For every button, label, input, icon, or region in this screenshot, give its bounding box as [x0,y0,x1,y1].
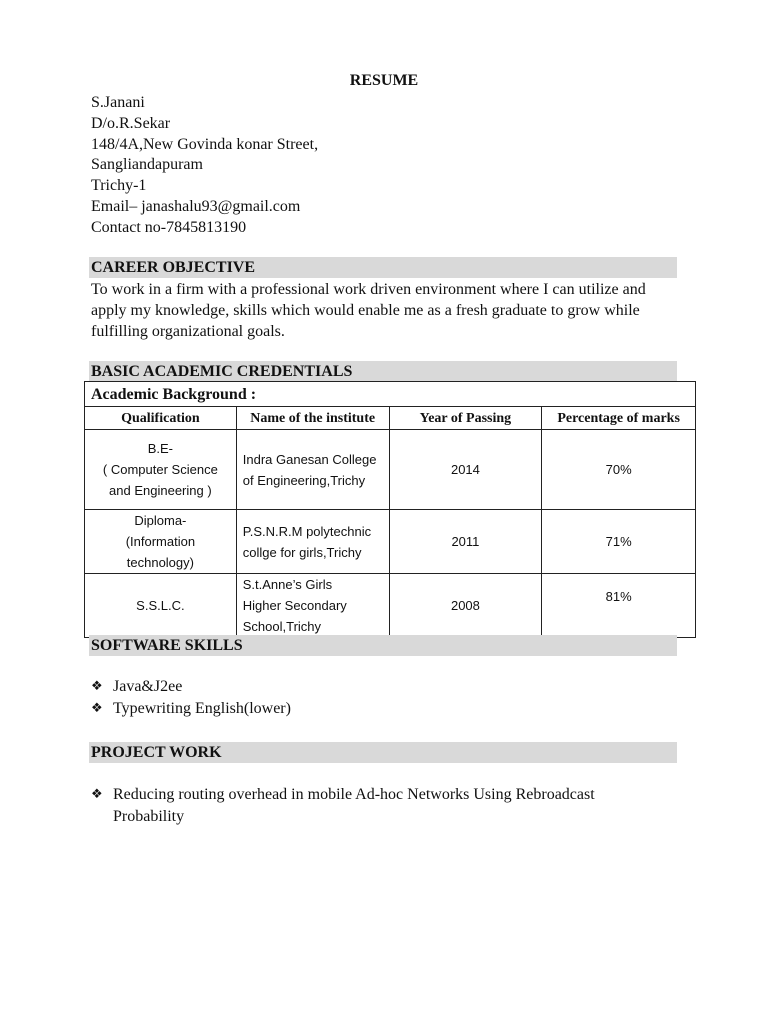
column-header: Year of Passing [389,407,542,430]
column-header: Name of the institute [236,407,389,430]
career-objective-text: To work in a firm with a professional work driven environment where I can utilize and apply my knowledge, skills which would enable me as a fresh graduate to grow while fulfilling organizational goals. [91,281,646,340]
qualification-cell [85,574,237,638]
percentage-cell: 70% [542,430,696,510]
year-cell: 2008 [389,574,542,638]
project-text: Reducing routing overhead in mobile Ad-hoc Networks Using Rebroadcast Probability [113,786,595,825]
table-header-row [85,407,696,430]
qualification-cell [85,430,237,510]
software-skills-list [91,676,291,720]
section-heading-career: CAREER OBJECTIVE [89,257,677,278]
percentage-cell: 71% [542,510,696,574]
institute-line: P.S.N.R.M polytechnic [242,523,372,539]
document-title: RESUME [349,72,419,89]
institute-cell [236,430,389,510]
section-heading-academic: BASIC ACADEMIC CREDENTIALS [89,361,677,382]
institute-cell [236,574,389,638]
table-row [85,510,696,574]
institute-line: Indra Ganesan College [242,451,377,467]
skill-text: Java&J2ee [113,678,183,695]
qualification-line: and Engineering ) [109,483,212,498]
diamond-bullet-icon: ❖ [91,679,103,694]
qualification-line: Diploma- [134,513,187,528]
table-row [85,574,696,638]
address-line-2: Sangliandapuram [91,156,203,174]
table-row [85,430,696,510]
address-line-1: 148/4A,New Govinda konar Street, [91,135,319,153]
column-header: Qualification [85,407,237,430]
phone: Contact no-7845813190 [91,218,247,236]
institute-line: Higher Secondary [242,598,347,613]
institute-line: collge for girls,Trichy [242,544,362,560]
list-item [91,784,651,828]
institute-line: of Engineering,Trichy [242,472,366,488]
diamond-bullet-icon: ❖ [91,701,103,716]
candidate-name: S.Janani [91,94,145,111]
qualification-line: S.S.L.C. [136,598,185,613]
academic-background-label: Academic Background : [85,382,696,407]
qualification-line: B.E- [147,441,174,456]
section-heading-project: PROJECT WORK [89,742,677,763]
project-list [91,784,651,828]
percentage-cell: 81% [542,574,696,638]
institute-line: School,Trichy [242,619,322,634]
section-heading-software: SOFTWARE SKILLS [89,635,677,656]
year-cell: 2014 [389,430,542,510]
city: Trichy-1 [91,177,147,195]
academic-background-row [85,382,696,407]
parent-name: D/o.R.Sekar [91,114,171,132]
institute-cell [236,510,389,574]
year-cell: 2011 [389,510,542,574]
list-item [91,698,291,720]
institute-line: S.t.Anne’s Girls [242,577,333,592]
qualification-line: technology) [126,555,194,570]
qualification-cell [85,510,237,574]
qualification-line: (Information [125,534,196,549]
column-header: Percentage of marks [542,407,696,430]
skill-text: Typewriting English(lower) [113,700,291,717]
email: Email– janashalu93@gmail.com [91,197,301,215]
contact-block [91,93,318,239]
qualification-line: ( Computer Science [102,462,218,477]
academic-table [84,381,696,638]
list-item [91,676,291,698]
diamond-bullet-icon: ❖ [91,787,103,802]
